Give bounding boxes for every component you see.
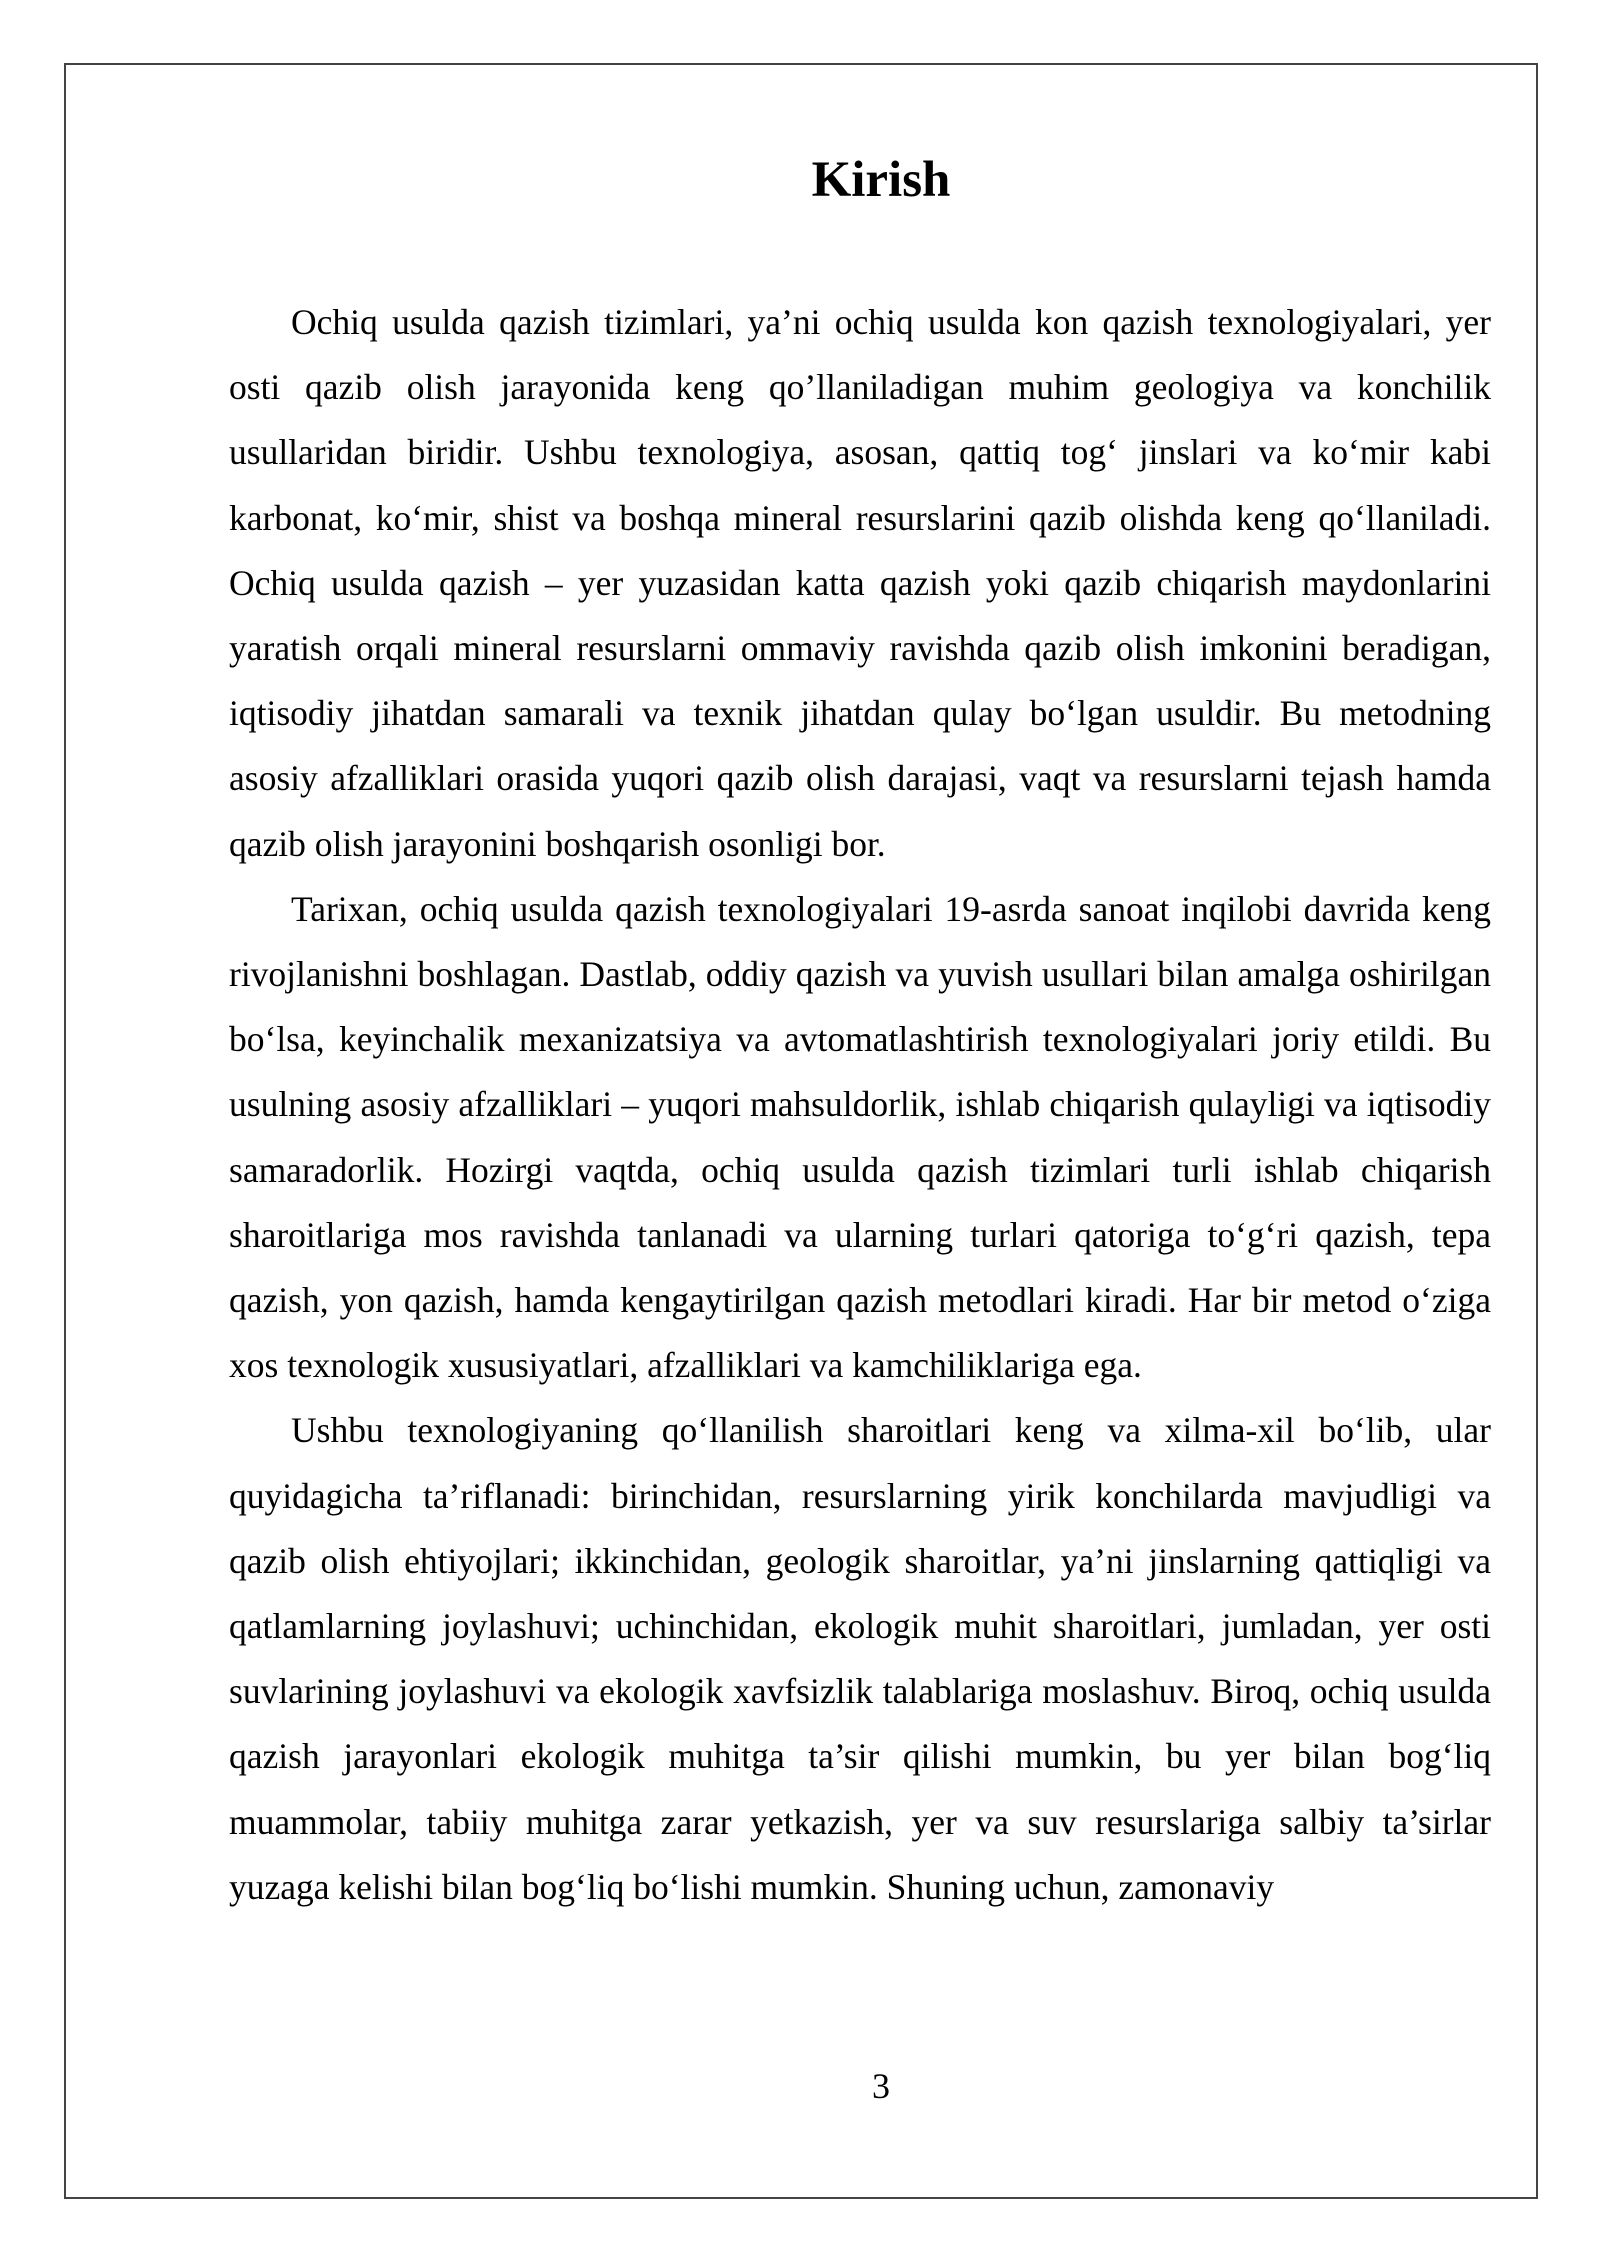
paragraph-1: Ochiq usulda qazish tizimlari, ya’ni ochiq usulda kon qazish texnologiyalari, yer osti qazib olish jarayonida keng qo’llaniladigan muhim geologiya va konchilik usullaridan biridir. Ushbu texnologiya, asosan, qattiq tog‘ jinslari va ko‘mir kabi karbonat, ko‘mir, shist va boshqa mineral resurslarini qazib olishda keng qo‘llaniladi. Ochiq usulda qazish – yer yuzasidan katta qazish yoki qazib chiqarish maydonlarini yaratish orqali mineral resurslarni ommaviy ravishda qazib olish imkonini beradigan, iqtisodiy jihatdan samarali va texnik jihatdan qulay bo‘lgan usuldir. Bu metodning asosiy afzalliklari orasida yuqori qazib olish darajasi, vaqt va resurslarni tejash hamda qazib olish jarayonini boshqarish osonligi bor. (229, 302, 1491, 864)
body-text (229, 290, 1491, 1920)
page-number: 3 (872, 2066, 890, 2106)
page-title: Kirish (811, 152, 951, 208)
paragraph-2: Tarixan, ochiq usulda qazish texnologiyalari 19-asrda sanoat inqilobi davrida keng rivojlanishni boshlagan. Dastlab, oddiy qazish va yuvish usullari bilan amalga oshirilgan bo‘lsa, keyinchalik mexanizatsiya va avtomatlashtirish texnologiyalari joriy etildi. Bu usulning asosiy afzalliklari – yuqori mahsuldorlik, ishlab chiqarish qulayligi va iqtisodiy samaradorlik. Hozirgi vaqtda, ochiq usulda qazish tizimlari turli ishlab chiqarish sharoitlariga mos ravishda tanlanadi va ularning turlari qatoriga to‘g‘ri qazish, tepa qazish, yon qazish, hamda kengaytirilgan qazish metodlari kiradi. Har bir metod o‘ziga xos texnologik xususiyatlari, afzalliklari va kamchiliklariga ega. (229, 888, 1491, 1386)
paragraph-3: Ushbu texnologiyaning qo‘llanilish sharoitlari keng va xilma-xil bo‘lib, ular quyidagicha ta’riflanadi: birinchidan, resurslarning yirik konchilarda mavjudligi va qazib olish ehtiyojlari; ikkinchidan, geologik sharoitlar, ya’ni jinslarning qattiqligi va qatlamlarning joylashuvi; uchinchidan, ekologik muhit sharoitlari, jumladan, yer osti suvlarining joylashuvi va ekologik xavfsizlik talablariga moslashuv. Biroq, ochiq usulda qazish jarayonlari ekologik muhitga ta’sir qilishi mumkin, bu yer bilan bog‘liq muammolar, tabiiy muhitga zarar yetkazish, yer va suv resurslariga salbiy ta’sirlar yuzaga kelishi bilan bog‘liq bo‘lishi mumkin. Shuning uchun, zamonaviy (229, 1410, 1491, 1907)
